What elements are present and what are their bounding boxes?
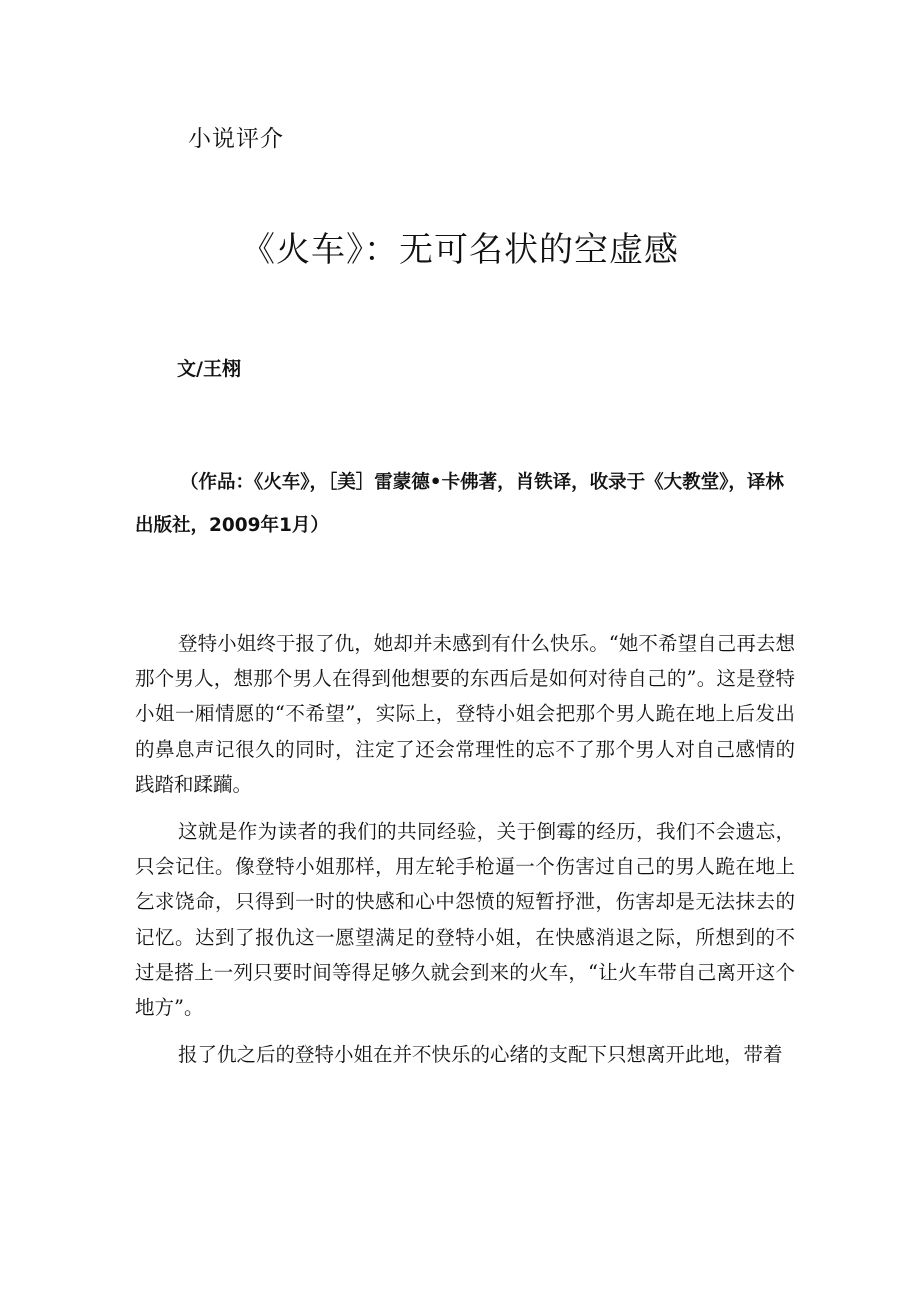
paragraph-2: 这就是作为读者的我们的共同经验，关于倒霉的经历，我们不会遗忘，只会记住。像登特小姐那样，用左轮手枪逼一个伤害过自己的男人跪在地上乞求饶命，只得到一时的快感和心中怨愤的短暂抒泄，伤害却是无法抹去的记忆。达到了报仇这一愿望满足的登特小姐，在快感消退之际，所想到的不过是搭上一列只要时间等得足够久就会到来的火车，“让火车带自己离开这个地方”。 [135,820,795,1020]
work-info: （作品：《火车》，［美］雷蒙德•卡佛著，肖铁译，收录于《大教堂》，译林出版社，2009年1月） [135,472,784,536]
section-label: 小说评介 [188,126,284,152]
paragraph-1: 登特小姐终于报了仇，她却并未感到有什么快乐。“她不希望自己再去想那个男人，想那个男人在得到他想要的东西后是如何对待自己的”。这是登特小姐一厢情愿的“不希望”，实际上，登特小姐会把那个男人跪在地上后发出的鼻息声记很久的同时，注定了还会常理性的忘不了那个男人对自己感情的践踏和蹂躏。 [135,632,795,796]
paragraph-3: 报了仇之后的登特小姐在并不快乐的心绪的支配下只想离开此地，带着 [178,1043,783,1067]
author-byline: 文/王栩 [177,358,241,380]
article-title: 《火车》：无可名状的空虚感 [241,230,679,270]
article-body [135,626,795,1084]
